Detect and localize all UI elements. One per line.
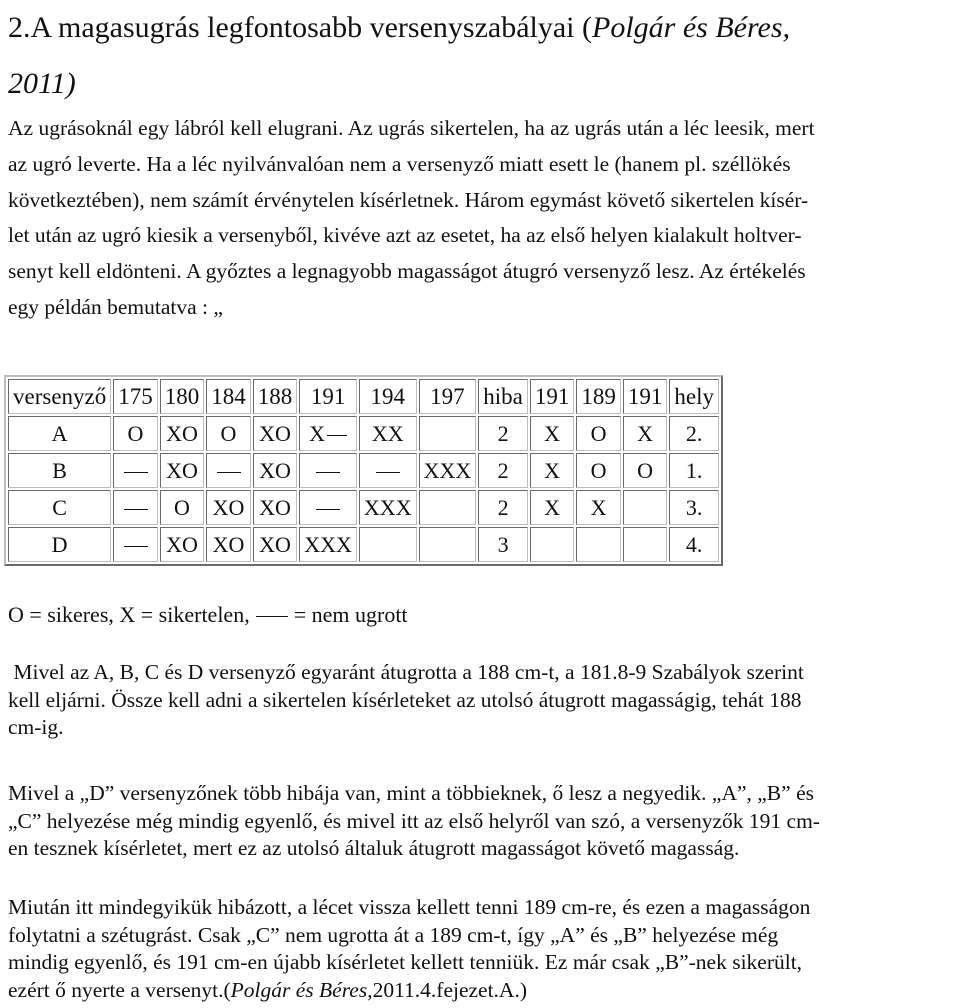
table-row (8, 453, 719, 488)
table-cell: A (8, 416, 111, 451)
table-cell: 2 (478, 416, 528, 451)
paragraph-line: következtében), nem számít érvénytelen kísérletnek. Három egymást követő sikertelen kísér- (8, 187, 809, 212)
paragraph-line: Mivel az A, B, C és D versenyző egyaránt átugrotta a 188 cm-t, a 181.8-9 Szabályok szerint (8, 660, 804, 684)
table-cell: O (113, 416, 158, 451)
table-header-cell: 175 (113, 379, 158, 414)
table-cell: 4. (669, 527, 719, 562)
explanation-paragraph-2 (8, 780, 952, 863)
table-header-cell: versenyző (8, 379, 111, 414)
table-cell (206, 453, 251, 488)
heading-text: 2.A magasugrás legfontosabb versenyszabályai ( (8, 11, 592, 44)
table-cell: X (530, 453, 575, 488)
table-header-cell: 194 (359, 379, 417, 414)
table-header-cell: 191 (299, 379, 357, 414)
table-cell (419, 490, 477, 525)
table-cell (299, 453, 357, 488)
table-cell: 2 (478, 490, 528, 525)
table-header-cell: 189 (576, 379, 621, 414)
paragraph-line: az ugró leverte. Ha a léc nyilvánvalóan nem a versenyző miatt esett le (hanem pl. széllökés (8, 151, 791, 176)
table-cell (113, 453, 158, 488)
table-header-cell: hely (669, 379, 719, 414)
paragraph-line: Mivel a „D” versenyzőnek több hibája van, mint a többieknek, ő lesz a negyedik. „A”, „B” és (8, 781, 814, 805)
table-cell: XO (160, 527, 205, 562)
table-cell: 2 (478, 453, 528, 488)
table-cell: XX (359, 416, 417, 451)
table-cell: O (576, 416, 621, 451)
dash-symbol (124, 546, 148, 547)
table-row (8, 490, 719, 525)
paragraph-line: Miután itt mindegyikük hibázott, a lécet vissza kellett tenni 189 cm-re, és ezen a magasságon (8, 895, 811, 919)
table-cell: O (576, 453, 621, 488)
paragraph-line: egy példán bemutatva : „ (8, 294, 223, 319)
dash-symbol (327, 435, 347, 436)
paragraph-line: Az ugrásoknál egy lábról kell elugrani. Az ugrás sikertelen, ha az ugrás után a léc leesik, mert (8, 116, 815, 140)
table-cell: XO (253, 527, 298, 562)
results-table (4, 375, 723, 566)
table-cell: X (530, 416, 575, 451)
dash-symbol (316, 472, 340, 473)
table-cell: O (623, 453, 668, 488)
citation-prefix: ezért ő nyerte a versenyt.( (8, 977, 231, 1002)
legend-text: = nem ugrott (293, 602, 408, 627)
table-cell (113, 490, 158, 525)
table-cell (113, 527, 158, 562)
table-cell: B (8, 453, 111, 488)
table-row (8, 527, 719, 562)
table-legend (8, 598, 408, 632)
table-cell (359, 453, 417, 488)
table-header-row (8, 379, 719, 414)
table-cell: XXX (419, 453, 477, 488)
table-cell: 3 (478, 527, 528, 562)
dash-symbol (217, 472, 241, 473)
table-cell: 3. (669, 490, 719, 525)
paragraph-line-citation (8, 977, 952, 1005)
rules-paragraph (8, 111, 952, 326)
table-cell (419, 416, 477, 451)
table-cell (419, 527, 477, 562)
table-cell: C (8, 490, 111, 525)
dash-symbol (124, 472, 148, 473)
table-cell: D (8, 527, 111, 562)
dash-symbol (124, 509, 148, 510)
table-cell: XO (206, 527, 251, 562)
table-cell (359, 527, 417, 562)
table-row (8, 416, 719, 451)
paragraph-line: mindig egyenlő, és 191 cm-en újabb kísérletet kellett tenniük. Ez már csak „B”-nek sikerült, (8, 950, 803, 974)
table-cell: X (576, 490, 621, 525)
table-cell: XXX (359, 490, 417, 525)
table-cell: O (160, 490, 205, 525)
table-cell: 1. (669, 453, 719, 488)
paragraph-line: folytatni a szétugrást. Csak „C” nem ugrotta át a 189 cm-t, így „A” és „B” helyezése még (8, 922, 779, 947)
paragraph-line: cm-ig. (8, 715, 64, 739)
explanation-paragraph-3 (8, 894, 952, 1004)
table-cell: XO (206, 490, 251, 525)
table-cell: O (206, 416, 251, 451)
section-heading (8, 0, 952, 112)
table-header-cell: 180 (160, 379, 205, 414)
citation-suffix: ,2011.4.fejezet.A.) (367, 977, 527, 1002)
explanation-paragraph-1 (8, 659, 952, 742)
table-header-cell: 197 (419, 379, 477, 414)
heading-citation-year: 2011) (8, 67, 76, 100)
paragraph-line: „C” helyezése még mindig egyenlő, és mivel itt az első helyről van szó, a versenyzők 191 cm- (8, 808, 820, 833)
heading-citation: Polgár és Béres, (592, 11, 791, 44)
table-cell (623, 490, 668, 525)
table-cell (576, 527, 621, 562)
table-cell: XXX (299, 527, 357, 562)
table-header-cell: 191 (623, 379, 668, 414)
heading-line-2 (8, 56, 952, 112)
table-header-cell: 188 (253, 379, 298, 414)
table-cell: XO (253, 490, 298, 525)
paragraph-line: senyt kell eldönteni. A győztes a legnagyobb magasságot átugró versenyző lesz. Az értékelés (8, 259, 806, 284)
table-cell: XO (253, 416, 298, 451)
paragraph-line: let után az ugró kiesik a versenyből, kivéve azt az esetet, ha az első helyen kialakult holtver- (8, 223, 802, 248)
legend-text: O = sikeres, X = sikertelen, (8, 602, 250, 627)
table-header-cell: 184 (206, 379, 251, 414)
citation-authors: Polgár és Béres (230, 977, 368, 1002)
table-cell: XO (160, 453, 205, 488)
table-header-cell: 191 (530, 379, 575, 414)
table-cell: X (530, 490, 575, 525)
dash-symbol (256, 616, 288, 617)
table-header-cell: hiba (478, 379, 528, 414)
table-cell: XO (253, 453, 298, 488)
dash-symbol (376, 472, 400, 473)
paragraph-line: en tesznek kísérletet, mert ez az utolsó általuk átugrott magasságot követő magasság. (8, 836, 740, 860)
paragraph-line: kell eljárni. Össze kell adni a sikertelen kísérleteket az utolsó átugrott magasságig, tehát 188 (8, 687, 802, 712)
table-cell (530, 527, 575, 562)
heading-line-1 (8, 0, 952, 56)
table-cell (623, 527, 668, 562)
dash-symbol (316, 509, 340, 510)
table-cell: X (623, 416, 668, 451)
table-cell: 2. (669, 416, 719, 451)
table-cell (299, 490, 357, 525)
table-cell: X (299, 416, 357, 451)
table-cell: XO (160, 416, 205, 451)
